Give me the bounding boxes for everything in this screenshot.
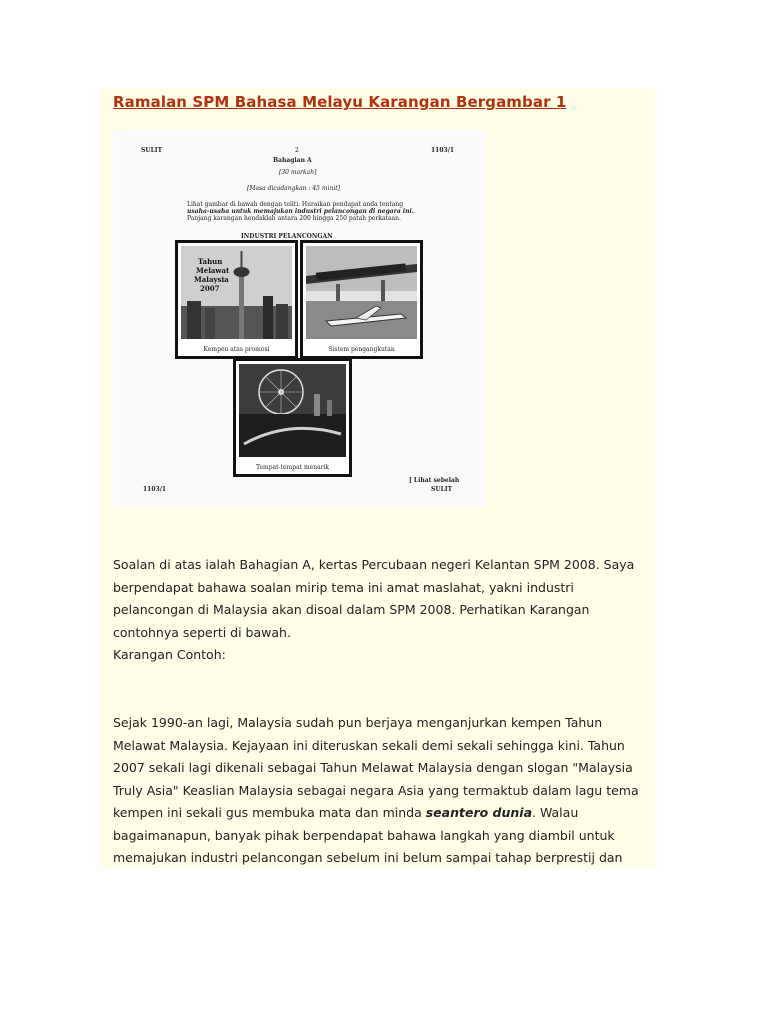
scan-time-hint: [Masa dicadangkan : 45 minit] [247,185,341,192]
exam-question-image [113,130,486,507]
text-line: Soalan di atas ialah Bahagian A, kertas Percubaan negeri Kelantan SPM 2008. Saya [113,557,635,572]
text-line [113,802,653,825]
scan-footer-right-bottom: SULIT [431,486,453,493]
monorail-plane-illustration [306,246,417,339]
text-run: kempen ini sekali gus membuka mata dan minda [113,805,426,820]
text-line: pelancongan di Malaysia akan disoal dalam SPM 2008. Perhatikan Karangan [113,602,590,617]
ferris-wheel-illustration [239,364,346,457]
text-line: berpendapat bahawa soalan mirip tema ini amat maslahat, yakni industri [113,579,574,595]
scan-footer-left: 1103/1 [143,486,167,493]
poster-text: 2007 [200,284,220,293]
text-line: Melawat Malaysia. Kejayaan ini diteruskan sekali demi sekali sehingga kini. Tahun [113,737,625,753]
scan-header-center: 2 [295,147,299,154]
text-run: . Walau [532,805,579,820]
caption-transport: Sistem pengangkutan [328,346,395,353]
text-line: 2007 sekali lagi dikenali sebagai Tahun Melawat Malaysia dengan slogan "Malaysia [113,760,633,775]
scan-header-right: 1103/1 [431,147,455,154]
transport-picture [300,240,423,359]
poster-picture [175,240,298,359]
intro-paragraph [113,554,653,667]
text-line: contohnya seperti di bawah. [113,624,291,640]
poster-text: Malaysia [194,275,229,284]
scan-header-left: SULIT [141,147,163,154]
scan-instruction-line: Panjang karangan hendaklah antara 200 hingga 250 patah perkataan. [187,215,401,222]
scan-marks: [30 markah] [279,169,317,176]
emphasis-text: seantero dunia [425,805,533,820]
scan-footer-right-top: [ Lihat sebelah [409,477,460,484]
scan-topic-heading: INDUSTRI PELANCONGAN [241,233,333,240]
caption-promotion: Kempen atas promosi [203,346,270,353]
attractions-picture [233,358,352,477]
essay-paragraph [113,712,653,870]
poster-text: Melawat [196,266,230,275]
text-line: Truly Asia" Keaslian Malaysia sebagai negara Asia yang termaktub dalam lagu tema [113,782,639,798]
post-title-link[interactable]: Ramalan SPM Bahasa Melayu Karangan Bergambar 1 [113,93,567,111]
text-line: Sejak 1990-an lagi, Malaysia sudah pun berjaya menganjurkan kempen Tahun [113,715,603,730]
scan-instruction-line: Lihat gambar di bawah dengan teliti. Huraikan pendapat anda tentang [187,201,404,208]
text-line: bagaimanapun, banyak pihak berpendapat bahawa langkah yang diambil untuk [113,827,615,843]
poster-text: Tahun [198,257,223,266]
caption-attractions: Tempat-tempat menarik [255,464,330,471]
text-line: memajukan industri pelancongan sebelum ini belum sampai tahap berprestij dan [113,850,623,865]
sample-essay-label: Karangan Contoh: [113,647,226,662]
scan-instruction-line: usaha-usaha untuk memajukan industri pelancongan di negara ini. [187,208,414,215]
scan-section: Bahagian A [273,157,312,164]
